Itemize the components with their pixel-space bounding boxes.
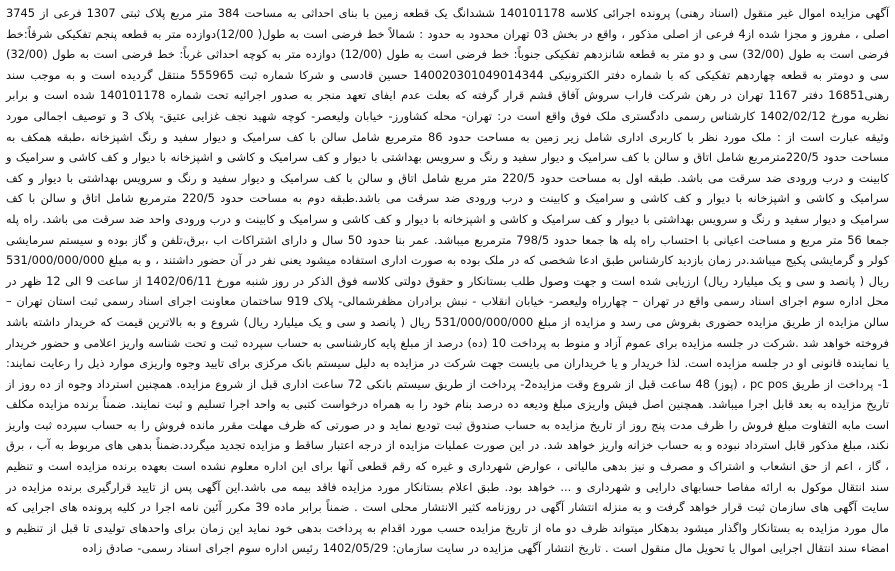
auction-notice-body: آگهی مزایده اموال غیر منقول (اسناد رهنی) پرونده اجرائی کلاسه 140101178 ششدانگ یک قطعه زمین با بنای احداثی به مساحت 384 متر مربع پلاک ثبتی 1307 فرعی از 3745 اصلی ، مفروز و مجزا شده از4 فرعی از اصلی مذکور ، واقع در بخش 03 تهران محدود به حدود : شمالاً خط فرضی است به طول( 12/00)دوازده متر به قطعه پنجم تفکیکی شرقاً:خط فرضی است به طول (32/00) سی و دو متر به قطعه شانزدهم تفکیکی جنوباً: خط فرضی است به طول (12/00) دوازده متر به کوچه احداثی غرباً: خط فرضی است به طول (32/00) سی و دومتر به قطعه چهاردهم تفکیکی که با شماره دفتر الکترونیکی 140020301049014344 حسین قادسی و شرکا شماره ثبت 555965 منتقل گردیده است و به موجب سند رهنی16851 دفتر 1167 تهران در رهن شرکت فاراب سروش آفاق قشم قرار گرفته که بعلت عدم ایفای تعهد منجر به صدور اجرائیه تحت شماره 140101178 شده است و برابر نظریه مورخ 1402/02/12 کارشناس رسمی دادگستری ملک فوق واقع است در: تهران- محله کشاورز- خیابان ولیعصر- کوچه شهید نجف غزایی عتیق- پلاک 3 و توصیف اجمالی مورد وثیقه عبارت است از : ملک مورد نظر با کاربری اداری شامل زیر زمین به مساحت حدود 86 مترمربع شامل سالن با کف سرامیک و دیوار سفید و رنگ اشپزخانه ،طبقه همکف به مساحت حدود 220/5مترمربع شامل اتاق و سالن با کف سرامیک و دیوار سفید و رنگ و سرویس بهداشتی با دیوار و کف سرامیک و کاشی و اشپزخانه با دیوار و کف کاشی و سرامیک و کابینت و درب ورودی ضد سرقت می باشد. طبقه اول به مساحت حدود 220/5 متر مربع شامل اتاق و سالن با کف سرامیک و دیوار سفید و رنگ و سرویس بهداشتی با دیوار و کف سرامیک و کاشی و اشپزخانه با دیوار و کف کاشی و سرامیک و کابینت و درب ورودی ضد سرقت می باشد.طبقه دوم به مساحت حدود 220/5 مترمربع شامل اتاق و سالن با کف سرامیک و دیوار سفید و رنگ و سرویس بهداشتی با دیوار و کف سرامیک و کاشی و اشپزخانه با دیوار و کف کاشی و سرامیک و کابینت و درب ورودی واحد ضد سرقت می باشد. راه پله جمعا 56 متر مربع و مساحت اعیانی با احتساب راه پله ها جمعا حدود 798/5 مترمربع میباشد. عمر بنا حدود 50 سال و دارای اشتراکات اب ،برق،تلفن و گاز بوده و سیستم سرمایشی کولر و گرمایشی پکیج میباشد.در زمان بازدید کارشناس طبق ادعا شخصی که در ملک بوده به صورت اداری استفاده میشود یعنی نفر در آن حضور داشتند ، و به مبلغ 531/000/000/000 ریال ( پانصد و سی و یک میلیارد ریال) ارزیابی شده است و جهت وصول طلب بستانکار و حقوق دولتی کلاسه فوق الذکر در روز شنبه مورخ 1402/06/11 از ساعت 9 الی 12 ظهر در محل اداره سوم اجرای اسناد رسمی واقع در تهران – چهارراه ولیعصر- خیابان انقلاب - نبش برادران مظفرشمالی- پلاک 919 ساختمان معاونت اجرای اسناد رسمی ثبت استان تهران – سالن مزایده از طریق مزایده حضوری بفروش می رسد و مزایده از مبلغ 531/000/000/000 ریال ( پانصد و سی و یک میلیارد ریال) شروع و به بالاترین قیمت که خریدار داشته باشد فروخته خواهد شد .شرکت در جلسه مزایده برای عموم آزاد و منوط به پرداخت 10 (ده) درصد از مبلغ پایه کارشناسی به حساب سپرده ثبت و تحت شناسه واریز اعلامی و حضور خریدار یا نماینده قانونی او در جلسه مزایده است. لذا خریدار و یا خریداران می بایست جهت شرکت در مزایده به دلیل سیستم بانک مرکزی برای تایید وجوه واریزی موارد ذیل را رعایت نمایند: 1- پرداخت از طریق pc pos ، (پوز) 48 ساعت قبل از شروع وقت مزایده2- پرداخت از طریق سیستم بانکی 72 ساعت اداری قبل از شروع مزایده. همچنین استرداد وجوه از ده روز از تاریخ مزایده به بعد قابل اجرا میباشد. همچنین اصل فیش واریزی مبلغ ودیعه ده درصد بنام خود را به همراه درخواست کتبی به واحد اجرا تسلیم و ثبت نمایند. ضمناً برنده مزایده مکلف است مابه التفاوت مبلغ فروش را ظرف مدت پنج روز از تاریخ مزایده به حساب صندوق ثبت تودیع نماید و در صورتی که ظرف مهلت مقرر مانده فروش را به حساب سپرده ثبت واریز نکند، مبلغ مذکور قابل استرداد نبوده و به حساب خزانه واریز خواهد شد. در این صورت عملیات مزایده از درجه اعتبار ساقط و مزایده تجدید میگردد.ضمناً بدهی های مربوط به آب ، برق ، گاز ، اعم از حق انشعاب و اشتراک و مصرف و نیز بدهی مالیاتی ، عوارض شهرداری و غیره که رقم قطعی آنها برای این اداره معلوم نشده است بعهده برنده مزایده است و تنظیم سند انتقال موکول به ارائه مفاصا حسابهای دارایی و شهرداری و ... خواهد بود. طبق اعلام بستانکار مورد مزایده فاقد بیمه می باشد.این آگهی پس از تایید قرارگیری برنده مزایده در سایت آگهی های سازمان ثبت قرار خواهد گرفت و به منزله انتشار آگهی در روزنامه کثیر الانتشار محلی است . ضمناً برابر ماده 39 مکرر آئین نامه اجرا در کلیه پرونده های اجرایی که مال مورد مزایده به بستانکار واگذار میشود بدهکار میتواند ظرف دو ماه از تاریخ مزایده حسب مورد اقدام به پرداخت بدهی خود نماید این زمان برای واحدهای تولیدی تا قبل از تنظیم و امضاء سند انتقال اجرایی اموال یا تحویل مال منقول است . تاریخ انتشار آگهی مزایده در سایت سازمان: 1402/05/29 رئیس اداره سوم اجرای اسناد رسمی- صادق زاده (6, 6, 890, 556)
